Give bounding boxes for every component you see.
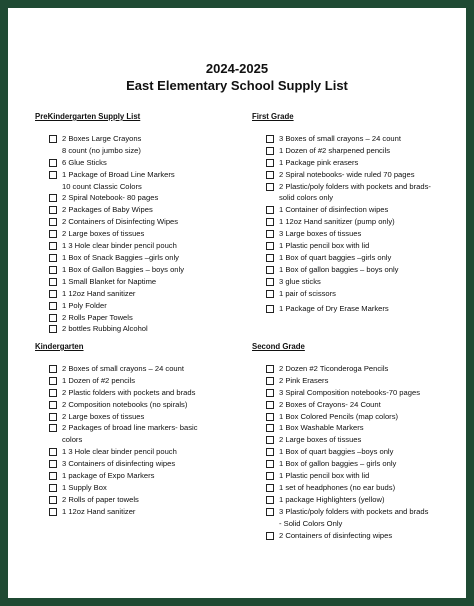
- list-item[interactable]: 1 Container of disinfection wipes: [266, 204, 458, 216]
- list-item-continuation: 10 count Classic Colors: [62, 181, 142, 191]
- list-item[interactable]: 3 Plastic/poly folders with pockets and brads: [266, 506, 458, 518]
- checkbox-icon[interactable]: [266, 230, 274, 238]
- checkbox-icon[interactable]: [266, 159, 274, 167]
- checkbox-icon[interactable]: [49, 365, 57, 373]
- list-item[interactable]: 1 Supply Box: [49, 482, 235, 494]
- list-item[interactable]: 2 Rolls of paper towels: [49, 494, 235, 506]
- section-prekindergarten: [35, 111, 235, 335]
- list-item[interactable]: 2 Dozen #2 Ticonderoga Pencils: [266, 363, 458, 375]
- list-item[interactable]: 2 Large boxes of tissues: [49, 411, 235, 423]
- checkbox-icon[interactable]: [49, 218, 57, 226]
- list-item[interactable]: 3 glue sticks: [266, 276, 458, 288]
- list-item[interactable]: 2 Packages of broad line markers- basic: [49, 422, 235, 434]
- section-title: Second Grade: [252, 342, 305, 351]
- list-item[interactable]: 1 Box of Gallon Baggies – boys only: [49, 264, 235, 276]
- list-item[interactable]: 2 Containers of Disinfecting Wipes: [49, 216, 235, 228]
- list-item-continuation: colors: [62, 435, 83, 445]
- checkbox-icon[interactable]: [49, 389, 57, 397]
- checkbox-icon[interactable]: [49, 496, 57, 504]
- list-item[interactable]: 2 Pink Erasers: [266, 375, 458, 387]
- list-item[interactable]: 1 package of Expo Markers: [49, 470, 235, 482]
- checkbox-icon[interactable]: [49, 278, 57, 286]
- checkbox-icon[interactable]: [266, 436, 274, 444]
- list-item[interactable]: 2 Plastic/poly folders with pockets and brads-: [266, 181, 458, 193]
- checkbox-icon[interactable]: [266, 278, 274, 286]
- checkbox-icon[interactable]: [266, 484, 274, 492]
- section-title: First Grade: [252, 112, 294, 121]
- list-item[interactable]: 1 Box of Snack Baggies –girls only: [49, 252, 235, 264]
- checkbox-icon[interactable]: [266, 508, 274, 516]
- checkbox-icon[interactable]: [266, 266, 274, 274]
- checkbox-icon[interactable]: [266, 135, 274, 143]
- list-item-continuation: - Solid Colors Only: [279, 518, 343, 528]
- list-item[interactable]: 2 Spiral Notebook- 80 pages: [49, 192, 235, 204]
- checkbox-icon[interactable]: [49, 325, 57, 333]
- checkbox-icon[interactable]: [49, 302, 57, 310]
- checkbox-icon[interactable]: [49, 448, 57, 456]
- section-first-grade: [252, 111, 458, 315]
- list-item[interactable]: 3 Large boxes of tissues: [266, 228, 458, 240]
- list-item[interactable]: 1 Box Washable Markers: [266, 422, 458, 434]
- checkbox-icon[interactable]: [49, 472, 57, 480]
- list-item[interactable]: 2 Large boxes of tissues: [49, 228, 235, 240]
- checkbox-icon[interactable]: [49, 135, 57, 143]
- checkbox-icon[interactable]: [49, 206, 57, 214]
- list-item[interactable]: 2 Boxes of small crayons – 24 count: [49, 363, 235, 375]
- checkbox-icon[interactable]: [49, 230, 57, 238]
- list-item[interactable]: 3 Spiral Composition notebooks-70 pages: [266, 387, 458, 399]
- list-item[interactable]: 2 Plastic folders with pockets and brads: [49, 387, 235, 399]
- list-item[interactable]: 1 12oz Hand sanitizer: [49, 288, 235, 300]
- list-item[interactable]: 1 Poly Folder: [49, 300, 235, 312]
- checkbox-icon[interactable]: [49, 314, 57, 322]
- checkbox-icon[interactable]: [266, 242, 274, 250]
- list-item[interactable]: 1 Small Blanket for Naptime: [49, 276, 235, 288]
- checkbox-icon[interactable]: [49, 194, 57, 202]
- checkbox-icon[interactable]: [266, 496, 274, 504]
- checkbox-icon[interactable]: [266, 413, 274, 421]
- checkbox-icon[interactable]: [49, 266, 57, 274]
- list-item[interactable]: 1 Dozen of #2 pencils: [49, 375, 235, 387]
- checkbox-icon[interactable]: [266, 365, 274, 373]
- list-item[interactable]: 2 bottles Rubbing Alcohol: [49, 323, 235, 335]
- document-title: East Elementary School Supply List: [126, 78, 348, 93]
- list-item[interactable]: 1 pair of scissors: [266, 288, 458, 300]
- list-item[interactable]: 2 Large boxes of tissues: [266, 434, 458, 446]
- list-item[interactable]: 3 Containers of disinfecting wipes: [49, 458, 235, 470]
- list-item-continuation: 8 count (no jumbo size): [62, 145, 141, 155]
- list-item[interactable]: 1 Package of Broad Line Markers: [49, 169, 235, 181]
- list-item[interactable]: 1 Box of quart baggies –boys only: [266, 446, 458, 458]
- list-item[interactable]: 1 set of headphones (no ear buds): [266, 482, 458, 494]
- checkbox-icon[interactable]: [49, 171, 57, 179]
- checkbox-icon[interactable]: [266, 389, 274, 397]
- checkbox-icon[interactable]: [49, 484, 57, 492]
- section-title: PreKindergarten Supply List: [35, 112, 141, 121]
- list-item[interactable]: 2 Packages of Baby Wipes: [49, 204, 235, 216]
- checkbox-icon[interactable]: [266, 254, 274, 262]
- checkbox-icon[interactable]: [266, 377, 274, 385]
- list-item[interactable]: 2 Rolls Paper Towels: [49, 312, 235, 324]
- list-item[interactable]: 1 3 Hole clear binder pencil pouch: [49, 446, 235, 458]
- checkbox-icon[interactable]: [266, 183, 274, 191]
- school-year: 2024-2025: [205, 61, 269, 76]
- list-item[interactable]: 1 12oz Hand sanitizer: [49, 506, 235, 518]
- checkbox-icon[interactable]: [266, 424, 274, 432]
- checkbox-icon[interactable]: [49, 242, 57, 250]
- list-item[interactable]: 1 Plastic pencil box with lid: [266, 470, 458, 482]
- checkbox-icon[interactable]: [49, 290, 57, 298]
- section-second-grade: [252, 341, 458, 542]
- checkbox-icon[interactable]: [49, 159, 57, 167]
- list-item[interactable]: 1 Package of Dry Erase Markers: [266, 303, 458, 315]
- checkbox-icon[interactable]: [266, 171, 274, 179]
- checkbox-icon[interactable]: [49, 254, 57, 262]
- list-item[interactable]: 2 Boxes Large Crayons: [49, 133, 235, 145]
- section-title: Kindergarten: [35, 342, 84, 351]
- checkbox-icon[interactable]: [266, 460, 274, 468]
- list-item[interactable]: 1 Box Colored Pencils (map colors): [266, 411, 458, 423]
- list-item[interactable]: 2 Spiral notebooks- wide ruled 70 pages: [266, 169, 458, 181]
- checkbox-icon[interactable]: [266, 401, 274, 409]
- list-item[interactable]: 1 12oz Hand sanitizer (pump only): [266, 216, 458, 228]
- checkbox-icon[interactable]: [266, 532, 274, 540]
- checkbox-icon[interactable]: [266, 206, 274, 214]
- list-item[interactable]: 1 Box of quart baggies –girls only: [266, 252, 458, 264]
- list-item[interactable]: 6 Glue Sticks: [49, 157, 235, 169]
- list-item[interactable]: 2 Containers of disinfecting wipes: [266, 530, 458, 542]
- checkbox-icon[interactable]: [49, 401, 57, 409]
- list-item[interactable]: 1 Box of gallon baggies – boys only: [266, 264, 458, 276]
- checkbox-icon[interactable]: [266, 448, 274, 456]
- checkbox-icon[interactable]: [49, 424, 57, 432]
- list-item[interactable]: 1 Box of gallon baggies – girls only: [266, 458, 458, 470]
- checkbox-icon[interactable]: [49, 508, 57, 516]
- list-item[interactable]: 2 Composition notebooks (no spirals): [49, 399, 235, 411]
- list-item[interactable]: 1 Plastic pencil box with lid: [266, 240, 458, 252]
- checkbox-icon[interactable]: [49, 413, 57, 421]
- list-item[interactable]: 1 Dozen of #2 sharpened pencils: [266, 145, 458, 157]
- list-item[interactable]: 2 Boxes of Crayons- 24 Count: [266, 399, 458, 411]
- section-kindergarten: [35, 341, 235, 518]
- list-item[interactable]: 1 3 Hole clear binder pencil pouch: [49, 240, 235, 252]
- checkbox-icon[interactable]: [266, 147, 274, 155]
- checkbox-icon[interactable]: [49, 377, 57, 385]
- list-item[interactable]: 1 Package pink erasers: [266, 157, 458, 169]
- list-item[interactable]: 1 package Highlighters (yellow): [266, 494, 458, 506]
- supply-list-page: [8, 8, 466, 598]
- list-item[interactable]: 3 Boxes of small crayons – 24 count: [266, 133, 458, 145]
- checkbox-icon[interactable]: [266, 290, 274, 298]
- checkbox-icon[interactable]: [49, 460, 57, 468]
- checkbox-icon[interactable]: [266, 472, 274, 480]
- document-header: [8, 60, 466, 94]
- list-item-continuation: solid colors only: [279, 193, 334, 203]
- checkbox-icon[interactable]: [266, 305, 274, 313]
- checkbox-icon[interactable]: [266, 218, 274, 226]
